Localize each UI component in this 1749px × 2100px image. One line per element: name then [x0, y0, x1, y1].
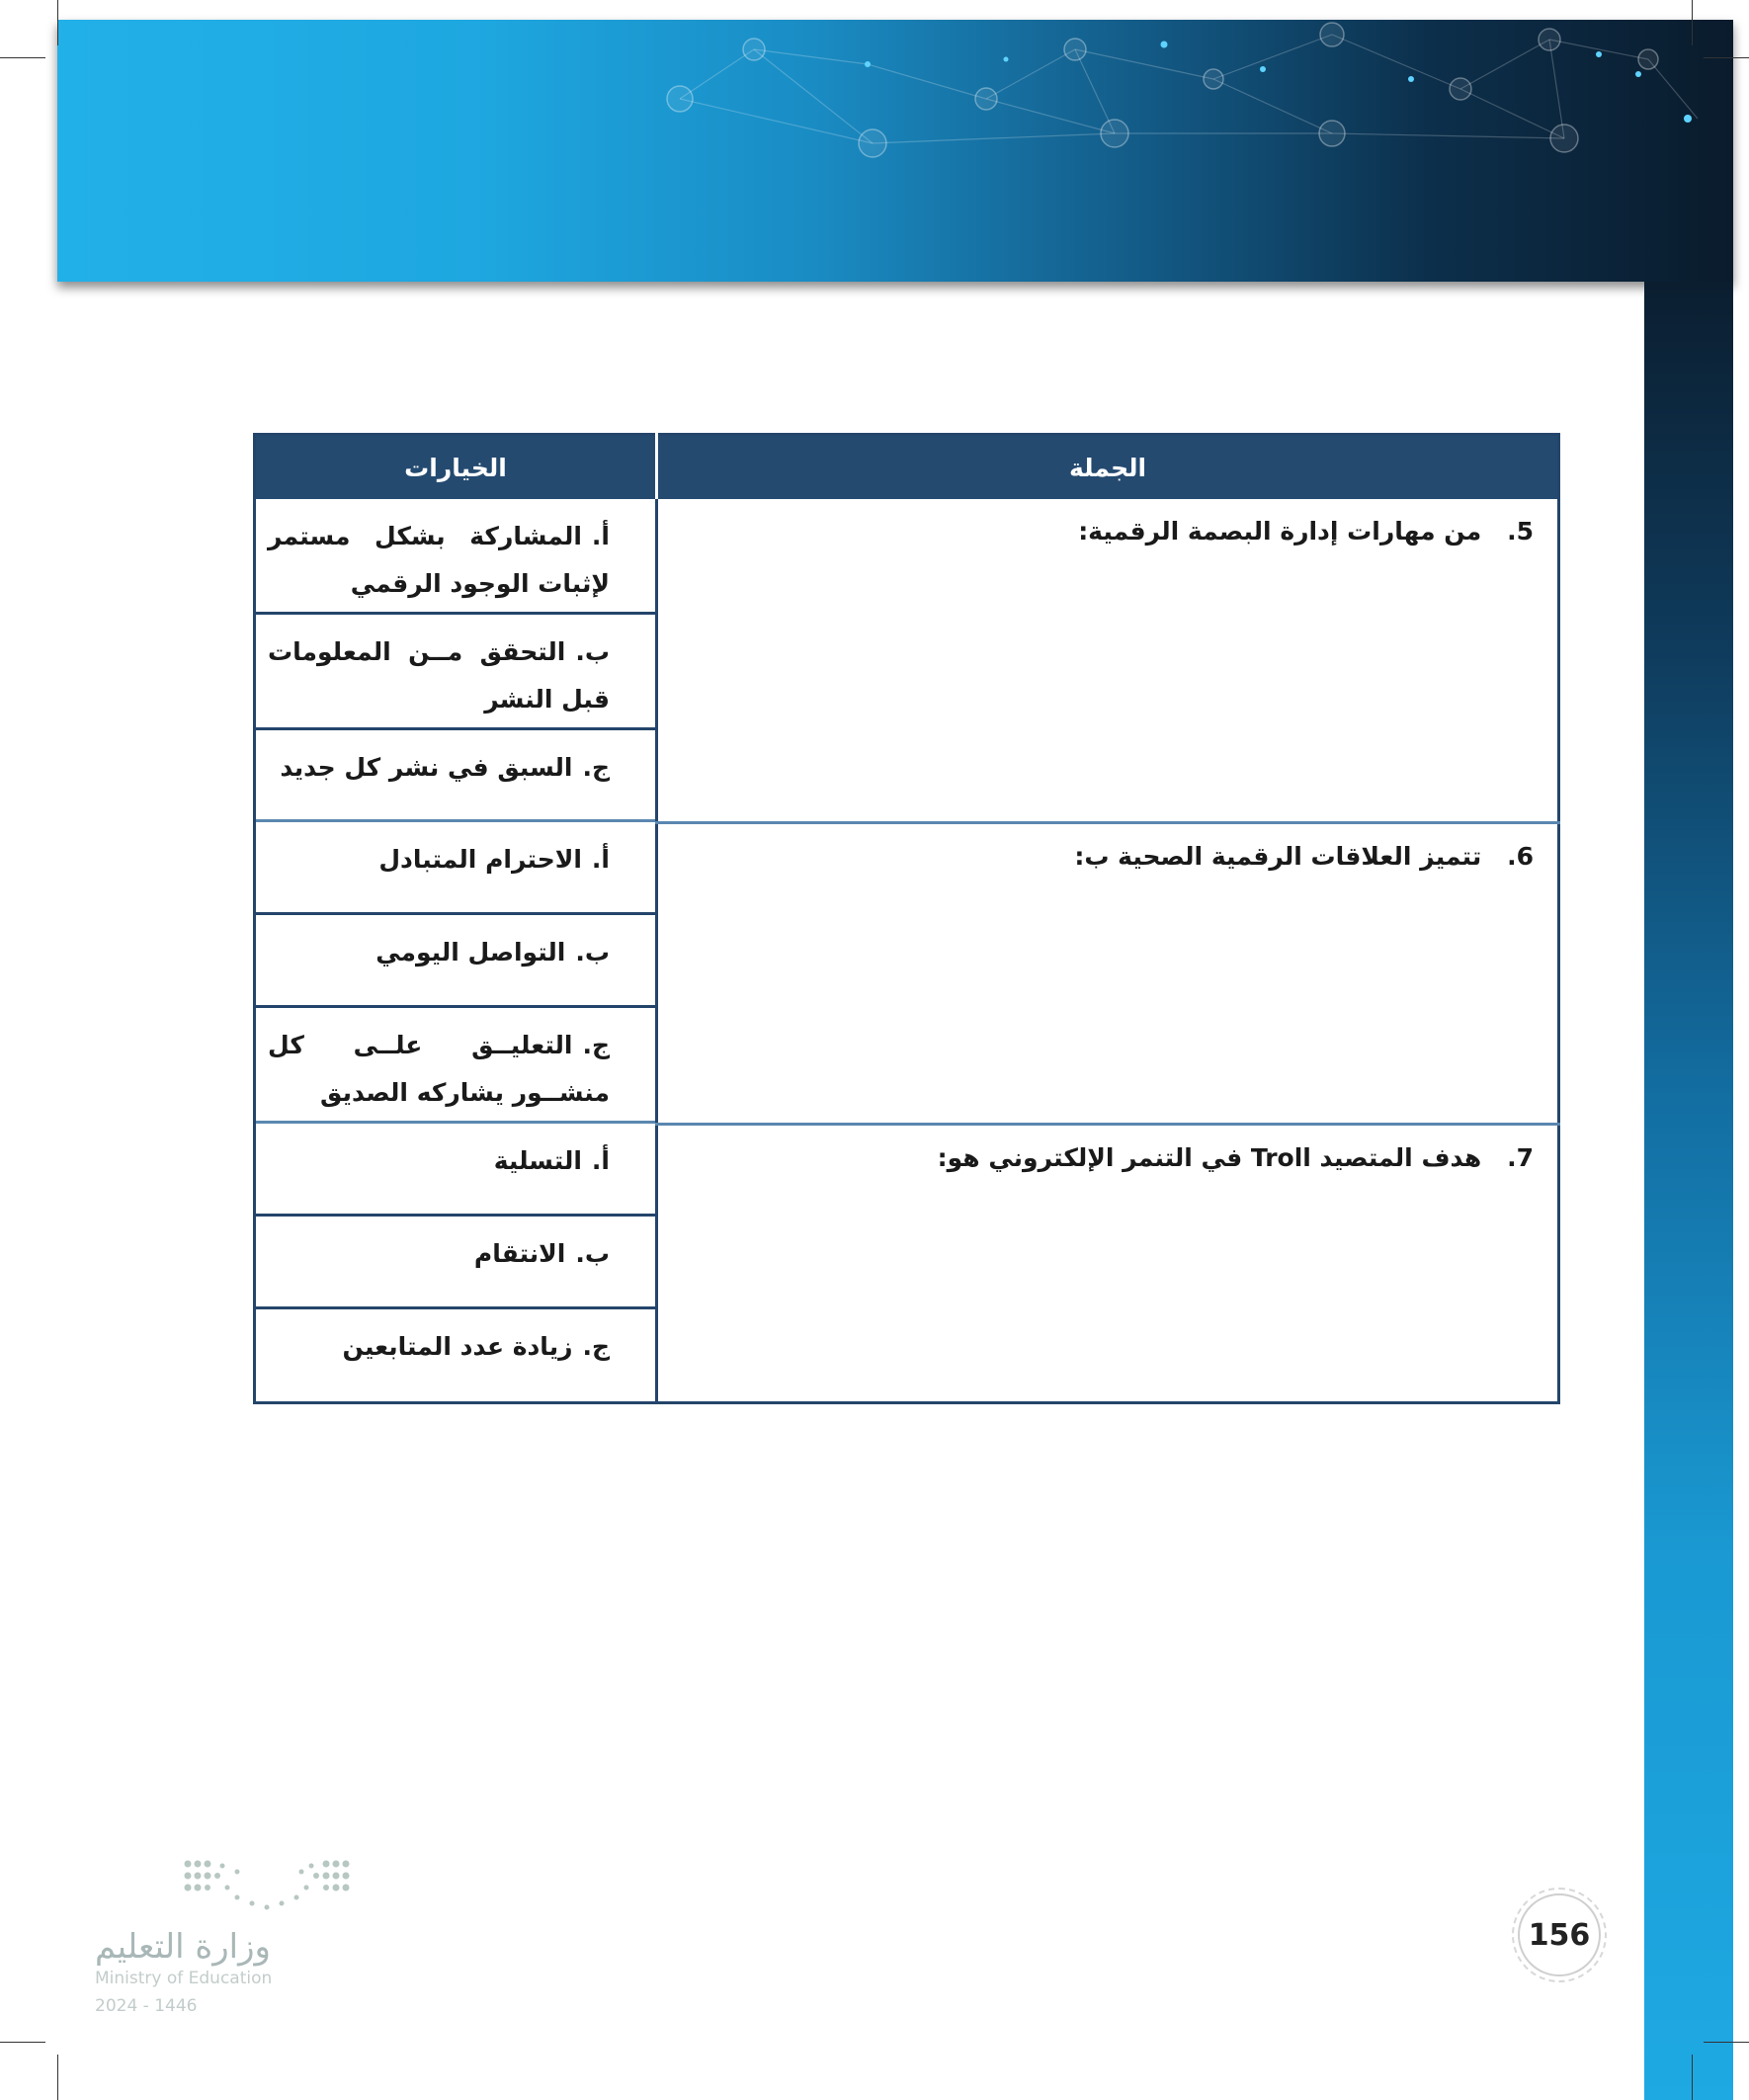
crop-mark — [0, 2042, 45, 2043]
questions-table — [253, 433, 1560, 1404]
question-number: 7. — [1507, 1142, 1534, 1172]
option-letter: ب. — [575, 1239, 610, 1268]
crop-mark — [1704, 57, 1749, 58]
ministry-name-ar: وزارة التعليم — [95, 1927, 271, 1967]
ministry-logo-icon — [183, 1858, 351, 1917]
page-number: 156 — [1518, 1893, 1601, 1976]
header-sentence: الجملة — [657, 435, 1559, 500]
table-row — [255, 822, 1559, 1124]
crop-mark — [57, 2055, 58, 2100]
option-item — [256, 499, 655, 615]
option-text: التحقق مــن المعلومات قبل النشر — [268, 637, 610, 714]
option-item — [256, 822, 655, 915]
crop-mark — [57, 0, 58, 45]
option-text: الانتقام — [473, 1239, 566, 1268]
network-graphic — [57, 20, 1733, 282]
option-text: السبق في نشر كل جديد — [280, 753, 573, 782]
option-text: التعليــق علــى كل منشــور يشاركه الصديق — [268, 1031, 610, 1107]
question-cell — [657, 499, 1559, 822]
side-strip — [1644, 282, 1733, 2100]
option-item — [256, 1217, 655, 1309]
option-letter: ب. — [575, 938, 610, 966]
option-letter: أ. — [591, 845, 610, 874]
option-letter: أ. — [591, 1146, 610, 1175]
option-item — [256, 1124, 655, 1217]
question-cell — [657, 1124, 1559, 1403]
crop-mark — [1692, 0, 1693, 45]
question-text: تتميز العلاقات الرقمية الصحية ب: — [1074, 841, 1482, 871]
question-number: 6. — [1507, 841, 1534, 871]
option-letter: ج. — [582, 1332, 610, 1361]
question-text: من مهارات إدارة البصمة الرقمية: — [1078, 517, 1482, 546]
option-text: المشاركة بشكل مستمر لإثبات الوجود الرقمي — [268, 522, 610, 598]
question-number: 5. — [1507, 517, 1534, 546]
option-text: الاحترام المتبادل — [378, 845, 582, 874]
question-cell — [657, 822, 1559, 1124]
options-cell — [255, 1124, 657, 1403]
option-letter: أ. — [591, 522, 610, 550]
crop-mark — [1704, 2042, 1749, 2043]
options-cell — [255, 499, 657, 822]
header-options: الخيارات — [255, 435, 657, 500]
table-row — [255, 1124, 1559, 1403]
option-letter: ج. — [582, 753, 610, 782]
ministry-year: 2024 - 1446 — [95, 1996, 198, 2016]
option-letter: ب. — [575, 637, 610, 666]
ministry-name-en: Ministry of Education — [95, 1969, 273, 1988]
option-item — [256, 915, 655, 1008]
option-letter: ج. — [582, 1031, 610, 1059]
table-row — [255, 499, 1559, 822]
option-text: التسلية — [493, 1146, 582, 1175]
options-cell — [255, 822, 657, 1124]
crop-mark — [0, 57, 45, 58]
option-item — [256, 1008, 655, 1124]
option-item — [256, 615, 655, 730]
option-item — [256, 1309, 655, 1401]
crop-mark — [1692, 2055, 1693, 2100]
option-text: زيادة عدد المتابعين — [342, 1332, 573, 1361]
header-banner — [57, 20, 1733, 282]
option-text: التواصل اليومي — [375, 938, 566, 966]
option-item — [256, 730, 655, 822]
question-text: هدف المتصيد Troll في التنمر الإلكتروني هو: — [937, 1142, 1482, 1172]
table-header-row — [255, 435, 1559, 500]
